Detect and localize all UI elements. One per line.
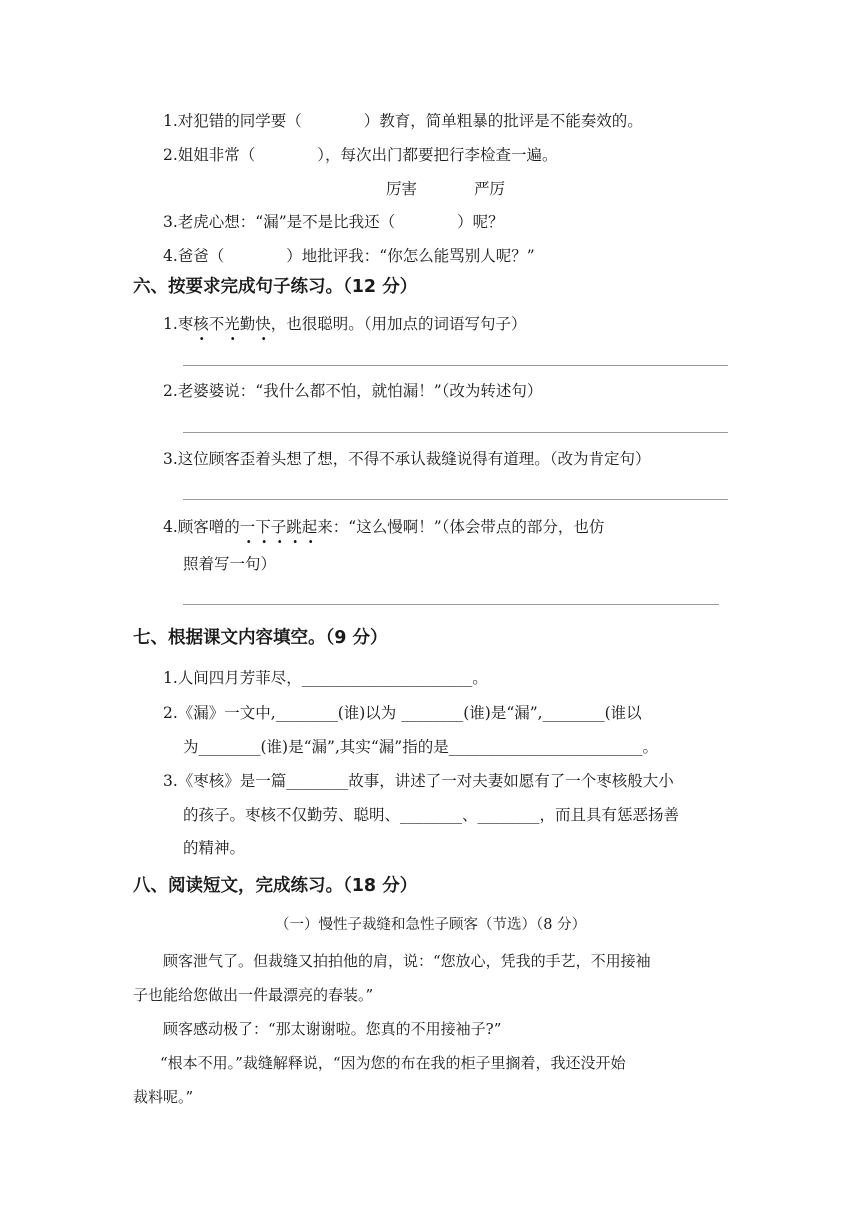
passage-paragraph-3: “根本不用。”裁缝解释说，“因为您的布在我的柜子里搁着，我还没开始 — [160, 1054, 626, 1072]
passage-paragraph-3-cont: 裁料呢。” — [133, 1088, 194, 1106]
passage-title: （一）慢性子裁缝和急性子顾客（节选）（8 分） — [275, 917, 587, 933]
question-5-3: 3.老虎心想：“漏”是不是比我还（ ）呢？ — [163, 213, 504, 231]
answer-line-6-1[interactable] — [183, 365, 728, 366]
word-choice-2: 严厉 — [474, 180, 506, 198]
question-6-1: 1.枣核不光勤快，也很聪明。（用加点的词语写句子） — [163, 315, 527, 333]
section-8-title: 八、阅读短文，完成练习。（18 分） — [133, 876, 418, 896]
question-7-1: 1.人间四月芳菲尽，______________________。 — [163, 669, 488, 687]
answer-line-6-4[interactable] — [183, 604, 719, 605]
question-5-2: 2.姐姐非常（ ），每次出门都要把行李检查一遍。 — [163, 146, 558, 164]
question-7-2: 2.《漏》一文中,________(谁)以为 ________(谁)是“漏”,________(谁以 — [163, 704, 642, 722]
question-7-2-cont: 为________(谁)是“漏”,其实“漏”指的是_________________________。 — [183, 738, 658, 756]
question-7-3: 3.《枣核》是一篇________故事，讲述了一对夫妻如愿有了一个枣核般大小 — [163, 772, 674, 790]
emphasis-dots-ceng-de-yi-xia-zi: · · · · · — [246, 532, 314, 551]
word-choice-1: 厉害 — [386, 180, 418, 198]
passage-paragraph-2: 顾客感动极了：“那太谢谢啦。您真的不用接袖子?” — [163, 1020, 502, 1038]
section-6-title: 六、按要求完成句子练习。（12 分） — [133, 277, 418, 297]
passage-paragraph-1: 顾客泄气了。但裁缝又拍拍他的肩，说：“您放心，凭我的手艺，不用接袖 — [163, 952, 651, 970]
emphasis-dots-bu-guang: · · · — [199, 329, 267, 348]
question-7-3-cont-2: 的精神。 — [183, 839, 246, 857]
question-6-3: 3.这位顾客歪着头想了想，不得不承认裁缝说得有道理。（改为肯定句） — [163, 450, 651, 468]
section-7-title: 七、根据课文内容填空。（9 分） — [133, 628, 388, 648]
question-5-1: 1.对犯错的同学要（ ）教育，简单粗暴的批评是不能奏效的。 — [163, 112, 643, 130]
passage-paragraph-1-cont: 子也能给您做出一件最漂亮的春装。” — [133, 986, 374, 1004]
question-6-2: 2.老婆婆说：“我什么都不怕，就怕漏！”（改为转述句） — [163, 382, 543, 400]
question-7-3-cont-1: 的孩子。枣核不仅勤劳、聪明、________、________，而且具有惩恶扬善 — [183, 806, 680, 824]
question-6-4: 4.顾客噌的一下子跳起来：“这么慢啊！”（体会带点的部分，也仿 — [163, 518, 605, 536]
question-6-4-cont: 照着写一句） — [183, 555, 277, 573]
answer-line-6-2[interactable] — [183, 432, 728, 433]
answer-line-6-3[interactable] — [183, 499, 728, 500]
question-5-4: 4.爸爸（ ）地批评我：“你怎么能骂别人呢？” — [163, 247, 535, 265]
